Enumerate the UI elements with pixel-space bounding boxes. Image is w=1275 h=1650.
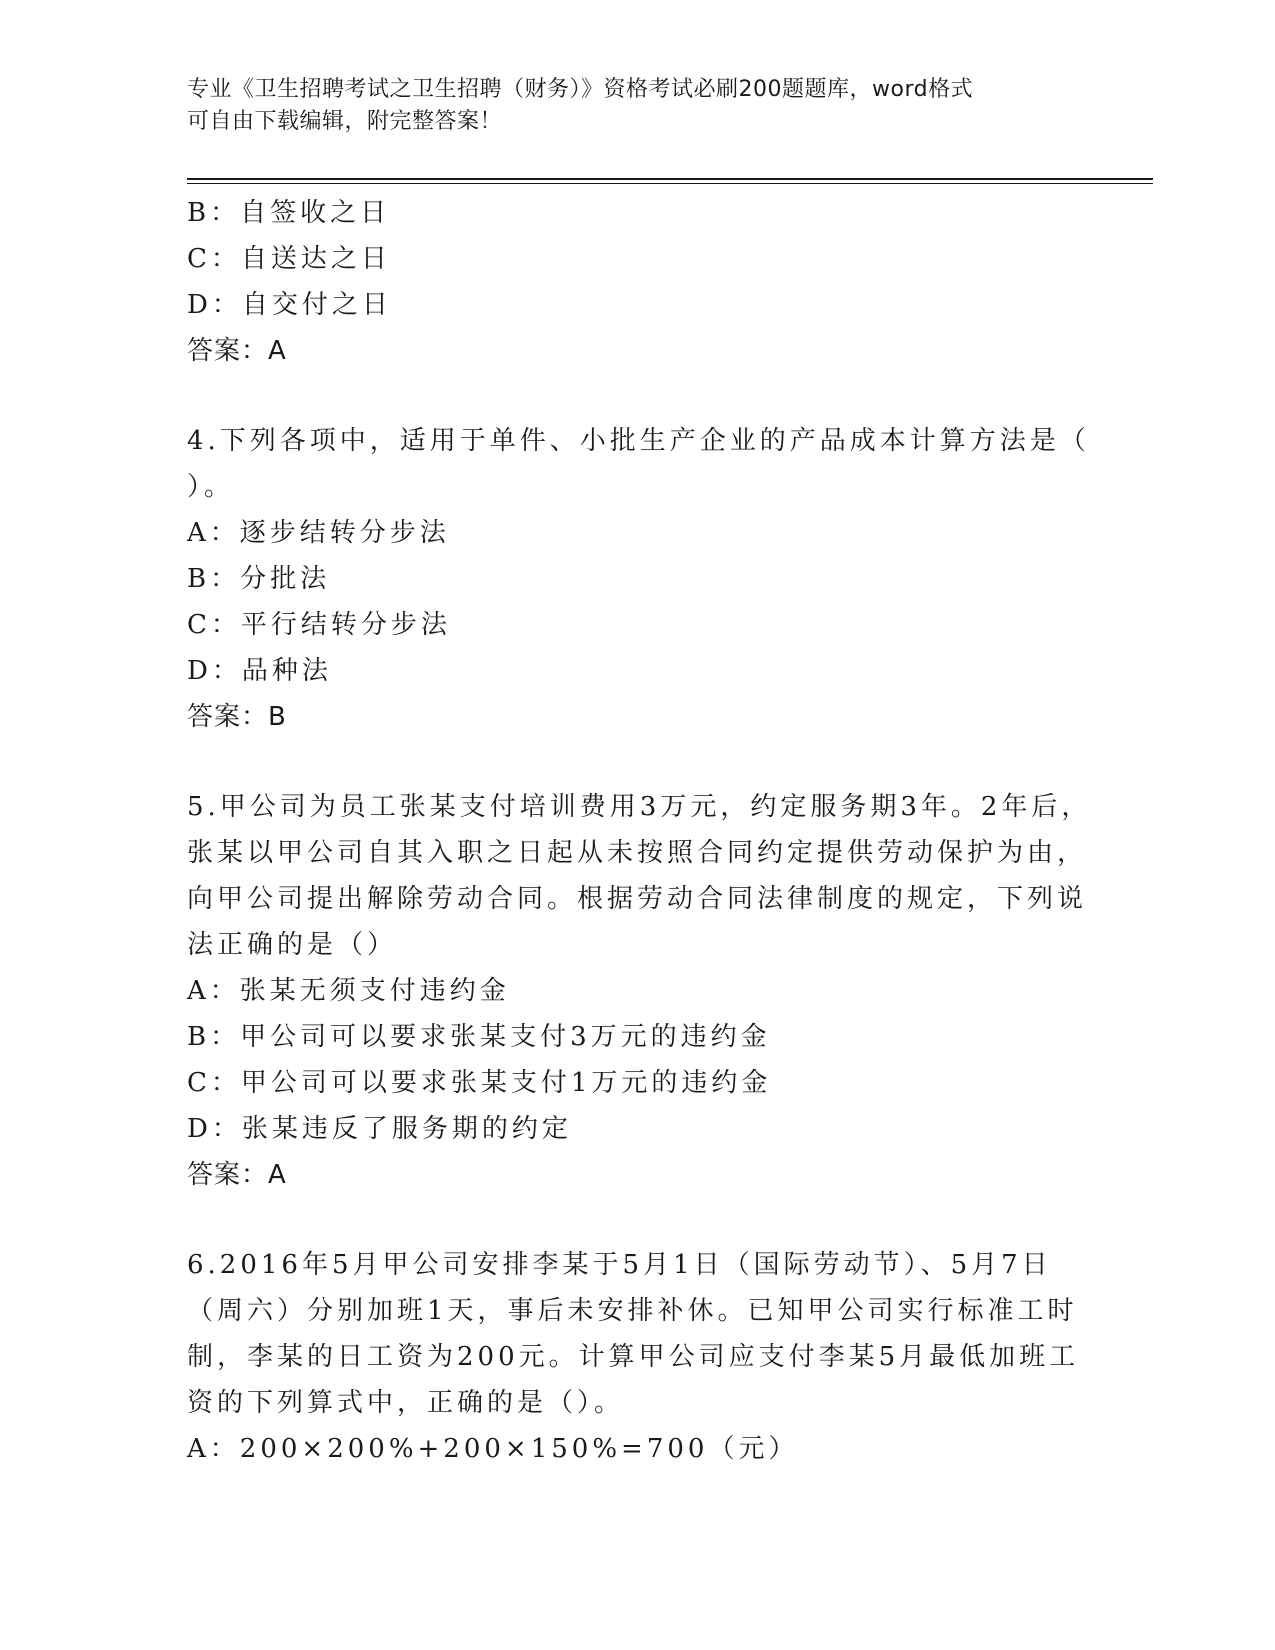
option-d: D：自交付之日	[187, 290, 392, 320]
spacer	[187, 1198, 1067, 1242]
answer-label: 答案：A	[187, 1160, 287, 1190]
question-6	[187, 1242, 1080, 1472]
option-b: B：自签收之日	[187, 198, 391, 228]
question-stem-line: 张某以甲公司自其入职之日起从未按照合同约定提供劳动保护为由，	[187, 838, 1088, 868]
header-title-line-2: 可自由下载编辑，附完整答案！	[187, 109, 503, 134]
option-b: B：分批法	[187, 564, 331, 594]
question-3-tail	[187, 190, 1067, 374]
question-5	[187, 784, 1092, 1198]
header-divider-thin	[187, 183, 1153, 184]
option-a: A：逐步结转分步法	[187, 518, 450, 548]
option-c: C：甲公司可以要求张某支付1万元的违约金	[187, 1068, 772, 1098]
question-4	[187, 418, 1090, 740]
option-d: D：张某违反了服务期的约定	[187, 1114, 572, 1144]
question-stem-line: 向甲公司提出解除劳动合同。根据劳动合同法律制度的规定，下列说	[187, 884, 1088, 914]
question-stem-line: 5.甲公司为员工张某支付培训费用3万元，约定服务期3年。2年后，	[187, 792, 1092, 822]
question-stem-line: （周六）分别加班1天，事后未安排补休。已知甲公司实行标准工时	[187, 1296, 1078, 1326]
answer-label: 答案：A	[187, 336, 287, 366]
question-stem-line: 6.2016年5月甲公司安排李某于5月1日（国际劳动节）、5月7日	[187, 1250, 1052, 1280]
option-c: C：平行结转分步法	[187, 610, 451, 640]
document-body	[187, 190, 1092, 1472]
spacer	[187, 740, 1067, 784]
question-stem-line: 法正确的是（）	[187, 930, 398, 960]
answer-label: 答案：B	[187, 702, 287, 732]
option-c: C：自送达之日	[187, 244, 391, 274]
option-d: D：品种法	[187, 656, 332, 686]
header-title-line-1: 专业《卫生招聘考试之卫生招聘（财务）》资格考试必刷200题题库，word格式	[187, 77, 974, 102]
question-stem-line: 制，李某的日工资为200元。计算甲公司应支付李某5月最低加班工	[187, 1342, 1080, 1372]
question-stem-line: 4.下列各项中，适用于单件、小批生产企业的产品成本计算方法是（	[187, 426, 1090, 456]
question-stem-line: ）。	[187, 472, 235, 502]
document-header	[187, 74, 1067, 138]
option-b: B：甲公司可以要求张某支付3万元的违约金	[187, 1022, 771, 1052]
option-a: A：张某无须支付违约金	[187, 976, 510, 1006]
option-a: A：200×200%+200×150%=700（元）	[187, 1434, 799, 1464]
spacer	[187, 374, 1067, 418]
question-stem-line: 资的下列算式中，正确的是（）。	[187, 1388, 625, 1418]
header-divider-thick	[187, 178, 1153, 180]
